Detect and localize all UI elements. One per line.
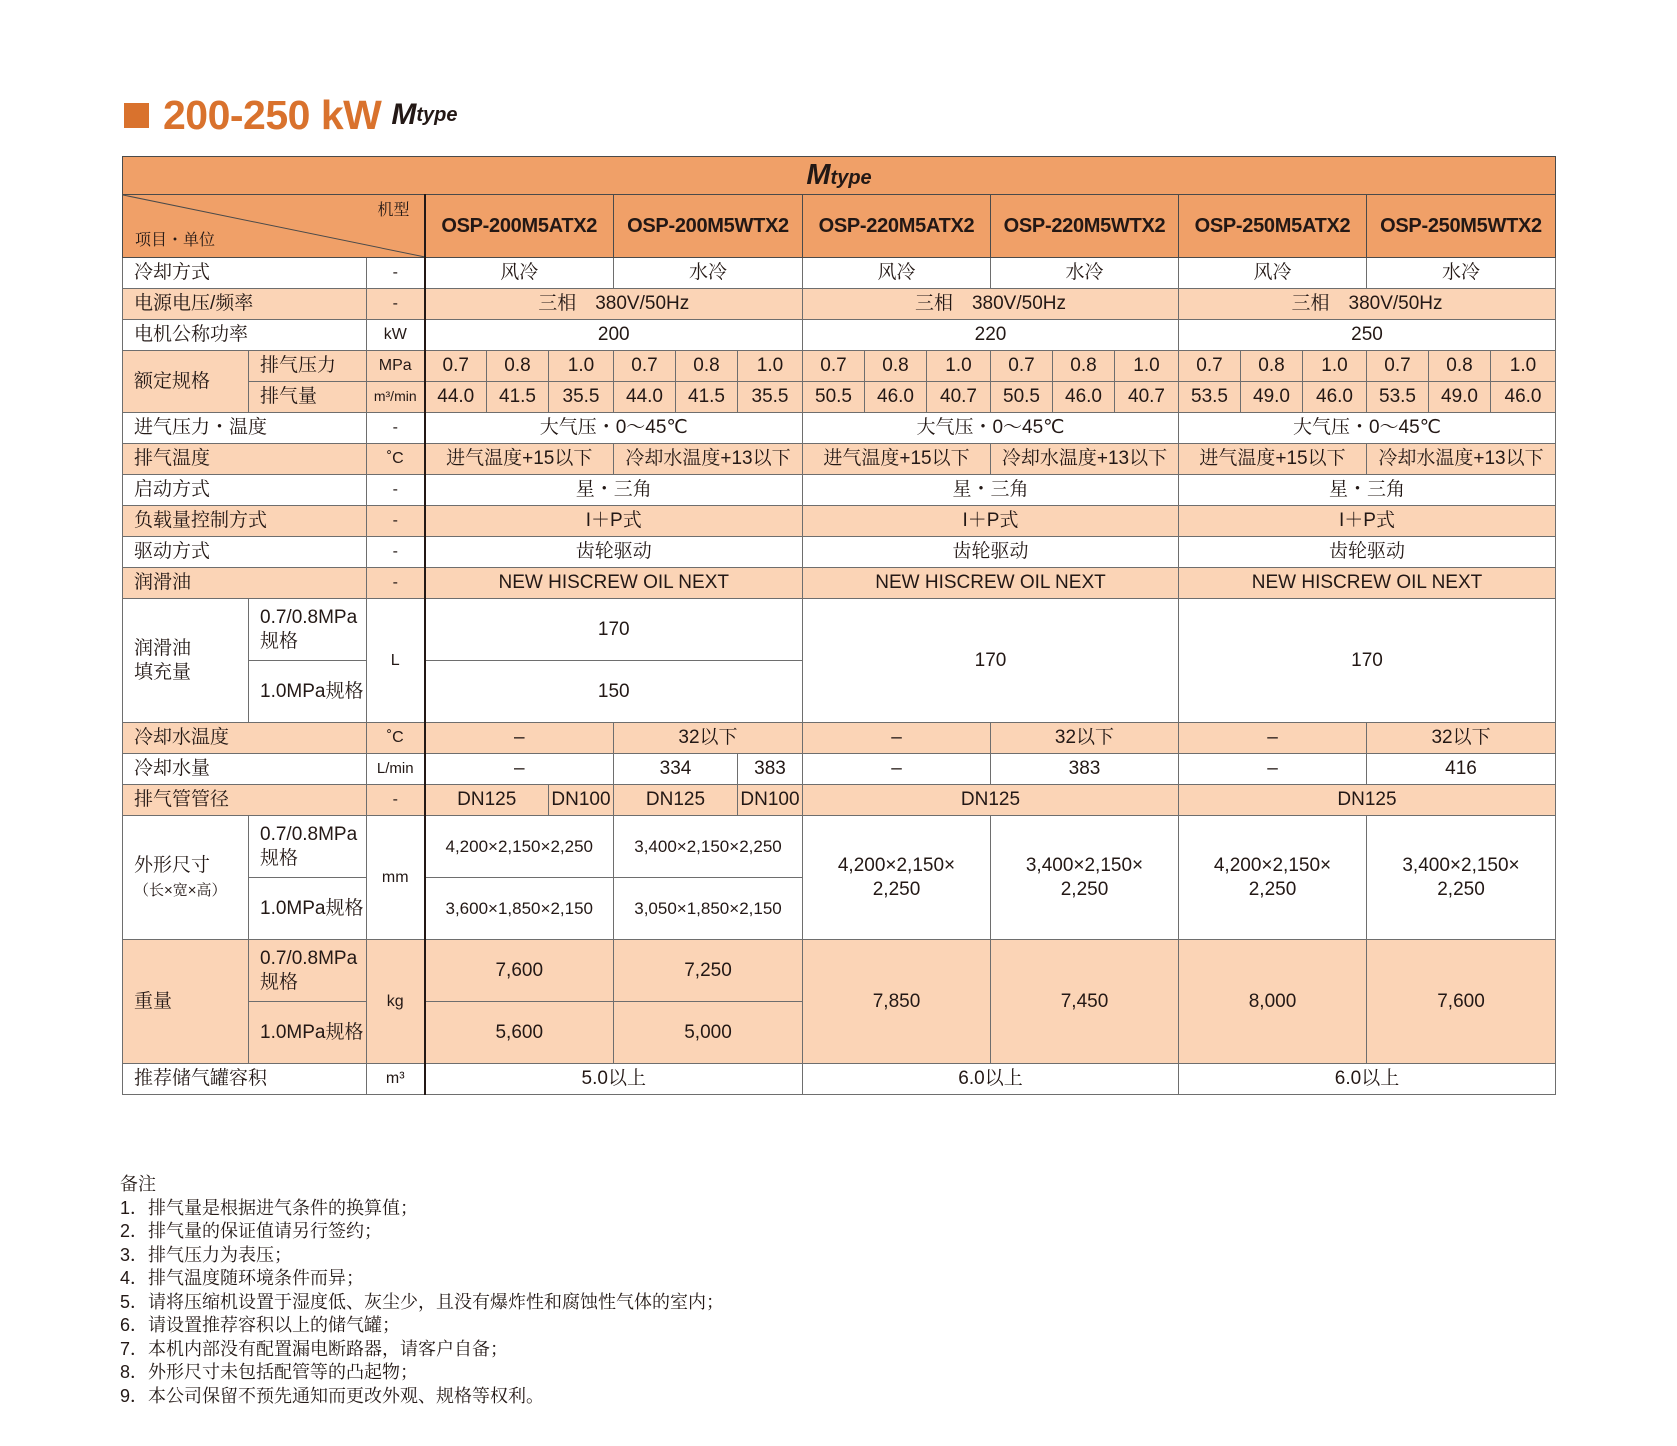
model-header: OSP-220M5WTX2 (991, 195, 1179, 258)
row-label: 驱动方式 (123, 537, 367, 568)
cell-value: 150 (425, 661, 803, 723)
pipe-row (123, 785, 1556, 816)
pressure-cell: 0.7 (991, 351, 1053, 382)
model-header: OSP-200M5ATX2 (425, 195, 614, 258)
flow-cell: 49.0 (1429, 382, 1491, 413)
flow-cell: 46.0 (1303, 382, 1367, 413)
cell-value: 3,400×2,150×2,250 (614, 816, 803, 878)
cell-value: 进气温度+15以下 (425, 444, 614, 475)
cell-value: 7,600 (425, 940, 614, 1002)
cell-value: 星・三角 (1179, 475, 1556, 506)
cell-value: 220 (803, 320, 1179, 351)
row-label: 额定规格 (123, 351, 249, 413)
flow-cell: 44.0 (614, 382, 676, 413)
cell-value: 大气压・0～45℃ (803, 413, 1179, 444)
row-unit: m³ (367, 1064, 425, 1095)
pressure-cell: 0.8 (865, 351, 927, 382)
row-label: 推荐储气罐容积 (123, 1064, 367, 1095)
cell-value: NEW HISCREW OIL NEXT (803, 568, 1179, 599)
cell-value: 三相 380V/50Hz (803, 289, 1179, 320)
cell-value: 5,000 (614, 1002, 803, 1064)
corner-item-label: 项目・单位 (135, 232, 216, 249)
cell-value: I＋P式 (1179, 506, 1556, 537)
cell-value: 水冷 (614, 258, 803, 289)
row-label: 排气温度 (123, 444, 367, 475)
corner-model-label: 机型 (377, 202, 410, 219)
dims-line-2: 2,250 (1437, 878, 1485, 900)
page-heading (124, 90, 457, 140)
note-item: 8．外形尺寸未包括配管等的凸起物； (120, 1362, 419, 1382)
cell-value: 383 (991, 754, 1179, 785)
discharge-temp-row (123, 444, 1556, 475)
row-unit: kg (367, 940, 425, 1064)
row-unit: ˚C (367, 444, 425, 475)
row-label (123, 599, 249, 723)
row-unit: - (367, 537, 425, 568)
pressure-cell: 1.0 (1303, 351, 1367, 382)
row-label: 启动方式 (123, 475, 367, 506)
row-label: 电机公称功率 (123, 320, 367, 351)
row-sublabel: 排气压力 (249, 351, 367, 382)
cell-value: 水冷 (1367, 258, 1556, 289)
dims-line-2: 2,250 (1248, 878, 1297, 900)
model-header: OSP-250M5WTX2 (1367, 195, 1556, 258)
pressure-cell: 0.7 (425, 351, 487, 382)
flow-cell: 53.5 (1367, 382, 1429, 413)
pressure-row (123, 351, 1556, 382)
cell-value (991, 816, 1179, 940)
flow-cell: 50.5 (991, 382, 1053, 413)
row-unit: - (367, 568, 425, 599)
cooling-row (123, 258, 1556, 289)
cell-value: – (1179, 723, 1367, 754)
pressure-cell: 1.0 (549, 351, 614, 382)
cell-value: 6.0以上 (803, 1064, 1179, 1095)
pressure-cell: 1.0 (1115, 351, 1179, 382)
cell-value: 齿轮驱动 (1179, 537, 1556, 568)
flow-cell: 35.5 (738, 382, 803, 413)
flow-cell: 40.7 (927, 382, 991, 413)
cell-value (803, 816, 991, 940)
cell-value: 三相 380V/50Hz (1179, 289, 1556, 320)
cell-value: 32以下 (1367, 723, 1556, 754)
cell-value: – (425, 754, 614, 785)
cell-value: DN100 (549, 785, 614, 816)
note-item: 1．排气量是根据进气条件的换算值； (120, 1197, 419, 1218)
pressure-cell: 1.0 (1491, 351, 1556, 382)
note-item: 9．本公司保留不预先通知而更改外观、规格等权利。 (120, 1385, 545, 1406)
cell-value: DN125 (803, 785, 1179, 816)
cell-value: 7,850 (803, 940, 991, 1064)
cell-value: 冷却水温度+13以下 (991, 444, 1179, 475)
cell-value: 齿轮驱动 (425, 537, 803, 568)
row-label: 润滑油 (123, 568, 367, 599)
cell-value: NEW HISCREW OIL NEXT (1179, 568, 1556, 599)
cell-value (1367, 816, 1556, 940)
cell-value: 大气压・0～45℃ (425, 413, 803, 444)
flow-cell: 44.0 (425, 382, 487, 413)
dims-line-1: 3,400×2,150× (1025, 854, 1144, 876)
cell-value: 6.0以上 (1179, 1064, 1556, 1095)
pressure-cell: 0.7 (803, 351, 865, 382)
cell-value: – (425, 723, 614, 754)
cell-value: 7,600 (1367, 940, 1556, 1064)
heading-mtype-type: type (416, 103, 458, 126)
notes-title: 备注 (120, 1174, 156, 1194)
flow-row (123, 382, 1556, 413)
cell-value: – (803, 723, 991, 754)
note-item: 3．排气压力为表压； (120, 1244, 293, 1265)
weight-row-a (123, 940, 1556, 1002)
spec-label: 1.0MPa规格 (249, 1002, 367, 1064)
cell-value: 250 (1179, 320, 1556, 351)
flow-cell: 40.7 (1115, 382, 1179, 413)
row-unit: - (367, 785, 425, 816)
intake-row (123, 413, 1556, 444)
cell-value: 170 (803, 599, 1179, 723)
cell-value: 7,450 (991, 940, 1179, 1064)
table-banner (123, 157, 1556, 195)
flow-cell: 41.5 (487, 382, 549, 413)
cell-value: 齿轮驱动 (803, 537, 1179, 568)
cell-value: 3,600×1,850×2,150 (425, 878, 614, 940)
notes-section (120, 1173, 724, 1408)
water-flow-row (123, 754, 1556, 785)
cell-value: 200 (425, 320, 803, 351)
cell-value: 进气温度+15以下 (803, 444, 991, 475)
flow-cell: 46.0 (865, 382, 927, 413)
cell-value: 170 (1179, 599, 1556, 723)
cell-value: 冷却水温度+13以下 (1367, 444, 1556, 475)
flow-cell: 49.0 (1241, 382, 1303, 413)
cell-value: 416 (1367, 754, 1556, 785)
cell-value: 3,050×1,850×2,150 (614, 878, 803, 940)
note-item: 7．本机内部没有配置漏电断路器，请客户自备； (120, 1338, 509, 1359)
row-unit: - (367, 413, 425, 444)
cell-value: 风冷 (1179, 258, 1367, 289)
pressure-cell: 0.8 (1053, 351, 1115, 382)
cell-value: DN100 (738, 785, 803, 816)
row-unit: m³/min (367, 382, 425, 413)
cell-value: 334 (614, 754, 738, 785)
cell-value: 4,200×2,150×2,250 (425, 816, 614, 878)
power-row (123, 289, 1556, 320)
row-label: 负载量控制方式 (123, 506, 367, 537)
note-item: 6．请设置推荐容积以上的储气罐； (120, 1315, 401, 1335)
cell-value: – (803, 754, 991, 785)
cell-value: 170 (425, 599, 803, 661)
flow-cell: 35.5 (549, 382, 614, 413)
pressure-cell: 0.8 (676, 351, 738, 382)
model-header: OSP-200M5WTX2 (614, 195, 803, 258)
row-label (123, 816, 249, 940)
row-label: 电源电压/频率 (123, 289, 367, 320)
banner-row (123, 157, 1556, 195)
row-unit: mm (367, 816, 425, 940)
cell-value: I＋P式 (425, 506, 803, 537)
pressure-cell: 1.0 (738, 351, 803, 382)
pressure-cell: 0.7 (1367, 351, 1429, 382)
pressure-cell: 0.7 (1179, 351, 1241, 382)
pressure-cell: 0.8 (487, 351, 549, 382)
cell-value: 大气压・0～45℃ (1179, 413, 1556, 444)
row-label: 冷却水量 (123, 754, 367, 785)
row-sublabel: 排气量 (249, 382, 367, 413)
cell-value: I＋P式 (803, 506, 1179, 537)
oil-fill-label-2: 填充量 (134, 661, 192, 683)
dims-row-a (123, 816, 1556, 878)
row-unit: kW (367, 320, 425, 351)
cell-value: DN125 (614, 785, 738, 816)
water-temp-row (123, 723, 1556, 754)
note-item: 2．排气量的保证值请另行签约； (120, 1221, 383, 1241)
row-unit: - (367, 258, 425, 289)
spec-label: 0.7/0.8MPa规格 (249, 940, 367, 1002)
tank-row (123, 1064, 1556, 1095)
note-item: 4．排气温度随环境条件而异； (120, 1268, 365, 1288)
model-header-row (123, 195, 1556, 258)
model-header: OSP-220M5ATX2 (803, 195, 991, 258)
heading-power-range: 200-250 kW (163, 91, 382, 138)
row-label: 排气管管径 (123, 785, 367, 816)
pressure-cell: 0.7 (614, 351, 676, 382)
flow-cell: 46.0 (1491, 382, 1556, 413)
oil-row (123, 568, 1556, 599)
row-unit: L (367, 599, 425, 723)
cell-value: 水冷 (991, 258, 1179, 289)
flow-cell: 53.5 (1179, 382, 1241, 413)
flow-cell: 46.0 (1053, 382, 1115, 413)
pressure-cell: 1.0 (927, 351, 991, 382)
row-unit: MPa (367, 351, 425, 382)
dims-line-2: 2,250 (872, 878, 921, 900)
dims-label-1: 外形尺寸 (134, 854, 211, 876)
row-unit: - (367, 475, 425, 506)
motor-row (123, 320, 1556, 351)
row-label: 冷却方式 (123, 258, 367, 289)
cell-value: 星・三角 (425, 475, 803, 506)
cell-value: 冷却水温度+13以下 (614, 444, 803, 475)
row-unit: ˚C (367, 723, 425, 754)
dims-line-2: 2,250 (1060, 878, 1109, 900)
cell-value: 三相 380V/50Hz (425, 289, 803, 320)
cell-value: 32以下 (614, 723, 803, 754)
banner-mtype-m: M (806, 159, 831, 192)
cell-value: 8,000 (1179, 940, 1367, 1064)
dims-line-1: 3,400×2,150× (1402, 854, 1520, 876)
row-unit: - (367, 506, 425, 537)
heading-square-marker (124, 103, 149, 128)
cell-value: DN125 (425, 785, 549, 816)
cell-value: DN125 (1179, 785, 1556, 816)
cell-value: 383 (738, 754, 803, 785)
row-label: 冷却水温度 (123, 723, 367, 754)
pressure-cell: 0.8 (1429, 351, 1491, 382)
row-unit: L/min (367, 754, 425, 785)
cell-value: 5.0以上 (425, 1064, 803, 1095)
start-row (123, 475, 1556, 506)
load-control-row (123, 506, 1556, 537)
row-unit: - (367, 289, 425, 320)
note-item: 5．请将压缩机设置于湿度低、灰尘少，且没有爆炸性和腐蚀性气体的室内； (120, 1291, 725, 1312)
corner-header-cell (123, 195, 425, 258)
dims-label-2: （长×宽×高） (134, 881, 227, 899)
flow-cell: 41.5 (676, 382, 738, 413)
row-label: 重量 (123, 940, 249, 1064)
row-label: 进气压力・温度 (123, 413, 367, 444)
cell-value: 风冷 (803, 258, 991, 289)
drive-row (123, 537, 1556, 568)
spec-label: 0.7/0.8MPa规格 (249, 816, 367, 878)
oil-fill-row-a (123, 599, 1556, 661)
cell-value: 风冷 (425, 258, 614, 289)
cell-value: 5,600 (425, 1002, 614, 1064)
spec-label: 1.0MPa规格 (249, 878, 367, 940)
cell-value: 7,250 (614, 940, 803, 1002)
pressure-cell: 0.8 (1241, 351, 1303, 382)
cell-value: 进气温度+15以下 (1179, 444, 1367, 475)
flow-cell: 50.5 (803, 382, 865, 413)
dims-line-1: 4,200×2,150× (837, 854, 956, 876)
cell-value: 32以下 (991, 723, 1179, 754)
cell-value: 星・三角 (803, 475, 1179, 506)
cell-value: NEW HISCREW OIL NEXT (425, 568, 803, 599)
model-header: OSP-250M5ATX2 (1179, 195, 1367, 258)
spec-label: 0.7/0.8MPa规格 (249, 599, 367, 661)
oil-fill-label-1: 润滑油 (134, 637, 192, 659)
banner-mtype-type: type (830, 167, 872, 190)
dims-line-1: 4,200×2,150× (1213, 854, 1332, 876)
spec-label: 1.0MPa规格 (249, 661, 367, 723)
cell-value: – (1179, 754, 1367, 785)
cell-value (1179, 816, 1367, 940)
heading-mtype-m: M (391, 98, 417, 131)
spec-table (122, 156, 1556, 1095)
